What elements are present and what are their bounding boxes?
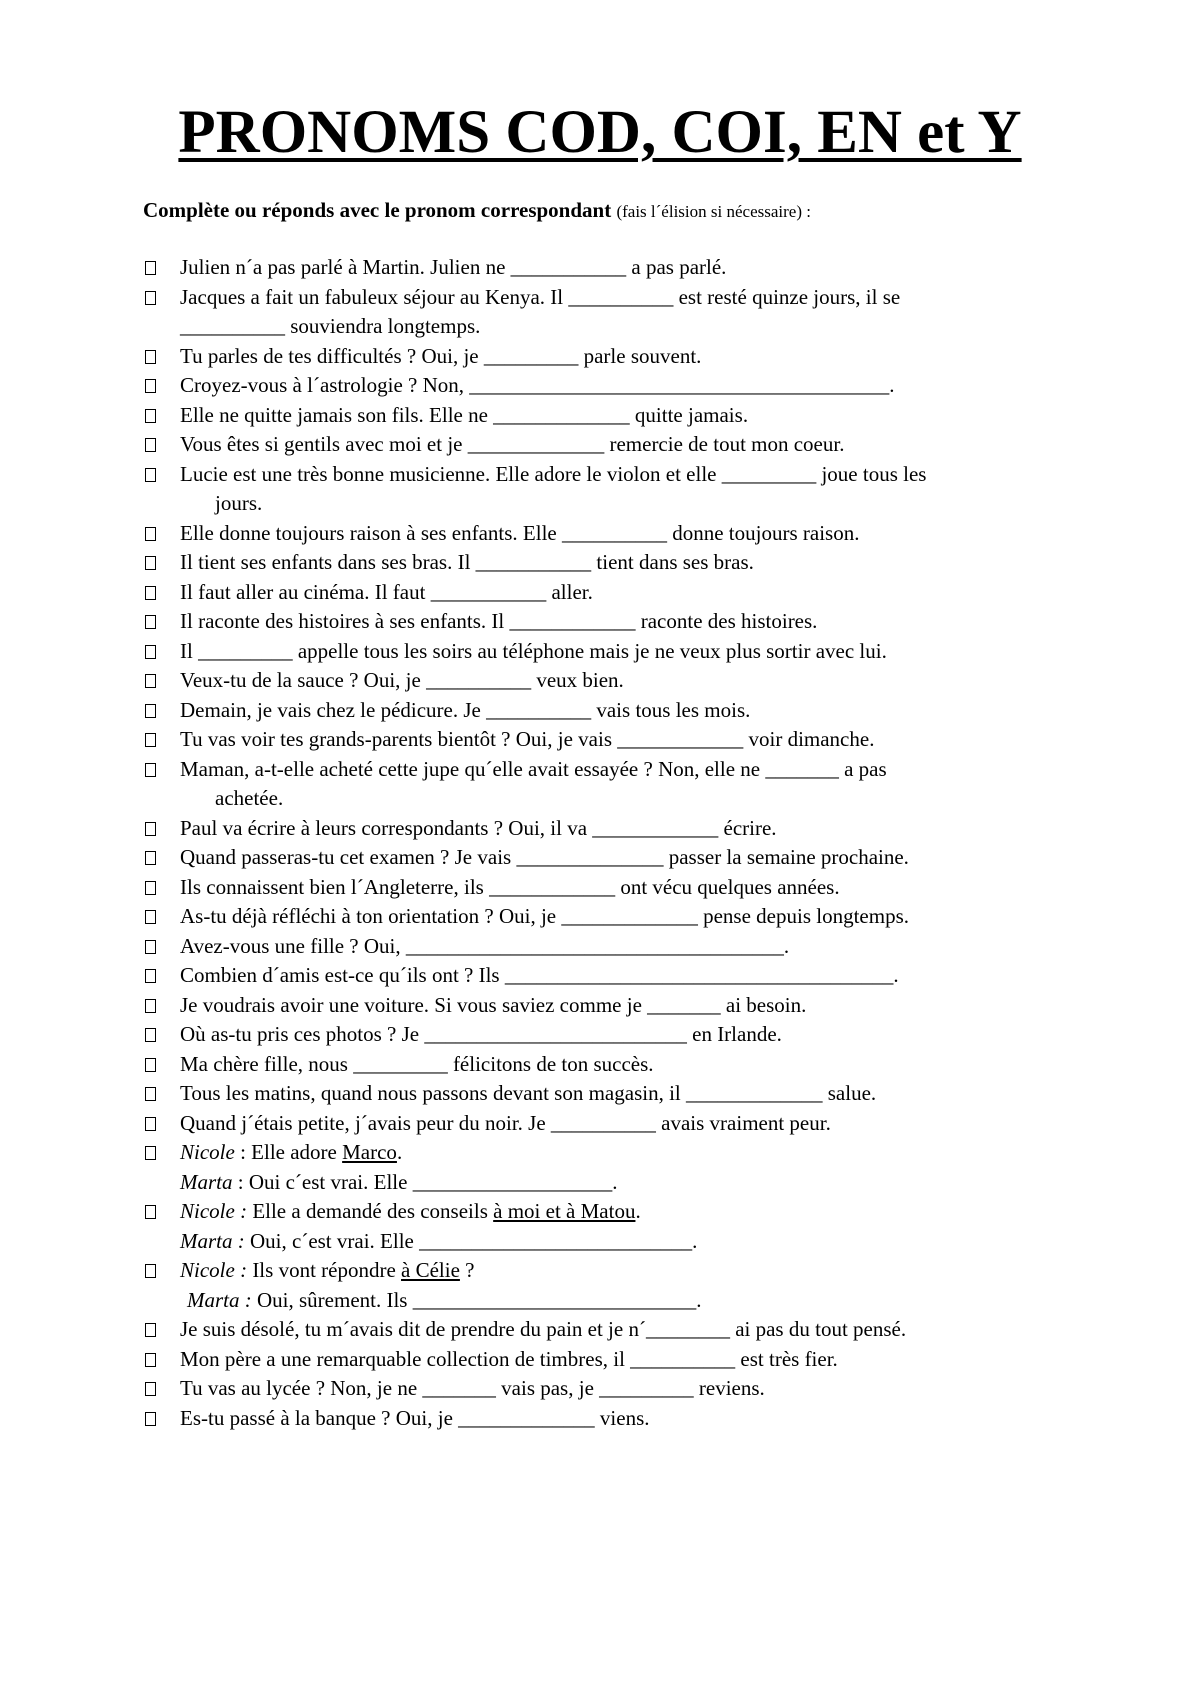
exercise-item-8 [145,519,1075,549]
exercise-text: Je suis désolé, tu m´avais dit de prendre du pain et je n´________ ai pas du tout pensé. [180,1317,907,1341]
checkbox-bullet-icon [145,468,156,482]
exercise-text: As-tu déjà réfléchi à ton orientation ? Oui, je _____________ pense depuis longtemps. [180,904,910,928]
exercise-text: Quand passeras-tu cet examen ? Je vais ______________ passer la semaine prochaine. [180,845,909,869]
exercise-text: Mon père a une remarquable collection de timbres, il __________ est très fier. [180,1346,838,1371]
exercise-text-continued: jours. [215,491,263,515]
underlined-term: Marco [342,1140,397,1164]
exercise-text: Ils connaissent bien l´Angleterre, ils ____________ ont vécu quelques années. [180,874,840,899]
underlined-term: à Célie [401,1258,460,1282]
checkbox-bullet-icon [145,674,156,688]
checkbox-bullet-icon [145,969,156,983]
exercise-item-16 [145,755,1075,814]
checkbox-bullet-icon [145,1323,156,1337]
checkbox-bullet-icon [145,586,156,600]
exercise-text: Elle ne quitte jamais son fils. Elle ne _____________ quitte jamais. [180,402,749,427]
dialogue-text-end: . [396,1140,403,1164]
exercise-text: Paul va écrire à leurs correspondants ? Oui, il va ____________ écrire. [180,815,777,840]
dialogue-reply-text: Oui, c´est vrai. Elle __________________________. [244,1228,698,1253]
checkbox-bullet-icon [145,1264,156,1278]
speaker-nicole: Nicole : [180,1199,248,1223]
exercise-text: Es-tu passé à la banque ? Oui, je _____________ viens. [180,1405,650,1430]
instruction-note: (fais l´élision si nécessaire) : [616,202,811,221]
dialogue-text-end: . [635,1199,641,1223]
exercise-item-1 [145,253,1075,283]
exercise-item-7 [145,460,1075,519]
speaker-nicole: Nicole : [180,1258,248,1282]
exercise-text: Demain, je vais chez le pédicure. Je __________ vais tous les mois. [180,697,751,722]
exercise-item-34 [145,1404,1075,1434]
dialogue-text: Elle a demandé des conseils [247,1199,494,1223]
speaker-marta: Marta : [180,1228,245,1253]
checkbox-bullet-icon [145,556,156,570]
dialogue-text: Ils vont répondre [247,1258,402,1282]
exercise-item-17 [145,814,1075,844]
exercise-list [145,253,1075,1433]
checkbox-bullet-icon [145,763,156,777]
dialogue-item-1 [145,1138,1075,1197]
exercise-text: Quand j´étais petite, j´avais peur du noir. Je __________ avais vraiment peur. [180,1110,831,1135]
exercise-text: Combien d´amis est-ce qu´ils ont ? Ils _____________________________________. [180,963,899,987]
exercise-item-14 [145,696,1075,726]
checkbox-bullet-icon [145,1058,156,1072]
exercise-item-11 [145,607,1075,637]
checkbox-bullet-icon [145,615,156,629]
checkbox-bullet-icon [145,733,156,747]
page-title: PRONOMS COD, COI, EN et Y [178,99,1022,166]
exercise-item-26 [145,1079,1075,1109]
checkbox-bullet-icon [145,261,156,275]
exercise-item-23 [145,991,1075,1021]
checkbox-bullet-icon [145,1146,156,1160]
checkbox-bullet-icon [145,851,156,865]
exercise-text: Vous êtes si gentils avec moi et je _____________ remercie de tout mon coeur. [180,432,845,456]
exercise-text: Elle donne toujours raison à ses enfants. Elle __________ donne toujours raison. [180,520,860,545]
exercise-item-9 [145,548,1075,578]
exercise-item-18 [145,843,1075,873]
dialogue-item-3 [145,1256,1075,1315]
exercise-item-15 [145,725,1075,755]
checkbox-bullet-icon [145,1117,156,1131]
exercise-item-6 [145,430,1075,460]
checkbox-bullet-icon [145,1382,156,1396]
exercise-text: Je voudrais avoir une voiture. Si vous saviez comme je _______ ai besoin. [180,992,807,1017]
checkbox-bullet-icon [145,438,156,452]
dialogue-reply-text: Oui, sûrement. Ils ___________________________. [251,1287,702,1312]
exercise-text: Il _________ appelle tous les soirs au téléphone mais je ne veux plus sortir avec lui. [180,638,887,663]
speaker-nicole: Nicole [180,1140,235,1164]
underlined-term: à moi et à Matou [493,1199,636,1223]
instruction [143,198,1143,223]
checkbox-bullet-icon [145,409,156,423]
exercise-text: Il raconte des histoires à ses enfants. Il ____________ raconte des histoires. [180,609,818,633]
exercise-item-2 [145,283,1075,342]
checkbox-bullet-icon [145,940,156,954]
exercise-text-continued: achetée. [215,786,284,810]
checkbox-bullet-icon [145,704,156,718]
exercise-text: Il tient ses enfants dans ses bras. Il ___________ tient dans ses bras. [180,550,754,574]
exercise-item-19 [145,873,1075,903]
exercise-item-4 [145,371,1075,401]
exercise-item-24 [145,1020,1075,1050]
exercise-text: Tu vas voir tes grands-parents bientôt ? Oui, je vais ____________ voir dimanche. [180,727,875,751]
checkbox-bullet-icon [145,1205,156,1219]
dialogue-item-2 [145,1197,1075,1256]
exercise-item-22 [145,961,1075,991]
exercise-text: Croyez-vous à l´astrologie ? Non, ________________________________________. [180,373,895,397]
exercise-text: Maman, a-t-elle acheté cette jupe qu´elle avait essayée ? Non, elle ne _______ a pas [180,756,887,781]
exercise-text: Avez-vous une fille ? Oui, ____________________________________. [180,933,790,958]
exercise-text: Julien n´a pas parlé à Martin. Julien ne ___________ a pas parlé. [180,255,727,279]
exercise-item-27 [145,1109,1075,1139]
checkbox-bullet-icon [145,1028,156,1042]
checkbox-bullet-icon [145,527,156,541]
dialogue-reply [180,1168,1075,1198]
exercise-text-continued: __________ souviendra longtemps. [180,314,481,338]
exercise-text: Tu parles de tes difficultés ? Oui, je _________ parle souvent. [180,343,702,368]
exercise-text: Tous les matins, quand nous passons devant son magasin, il _____________ salue. [180,1081,877,1105]
dialogue-reply [180,1286,1075,1316]
dialogue-text-end: ? [459,1258,475,1282]
exercise-item-31 [145,1315,1075,1345]
exercise-item-10 [145,578,1075,608]
dialogue-reply [180,1227,1075,1257]
checkbox-bullet-icon [145,1412,156,1426]
checkbox-bullet-icon [145,881,156,895]
exercise-text: Veux-tu de la sauce ? Oui, je __________ veux bien. [180,668,624,692]
exercise-item-25 [145,1050,1075,1080]
instruction-main: Complète ou réponds avec le pronom correspondant [143,198,612,222]
exercise-item-20 [145,902,1075,932]
exercise-item-13 [145,666,1075,696]
exercise-text: Tu vas au lycée ? Non, je ne _______ vais pas, je _________ reviens. [180,1376,765,1400]
exercise-text: Ma chère fille, nous _________ félicitons de ton succès. [180,1051,654,1076]
checkbox-bullet-icon [145,1087,156,1101]
speaker-marta: Marta : [187,1287,252,1312]
checkbox-bullet-icon [145,379,156,393]
checkbox-bullet-icon [145,350,156,364]
checkbox-bullet-icon [145,1353,156,1367]
exercise-item-3 [145,342,1075,372]
exercise-text: Il faut aller au cinéma. Il faut ___________ aller. [180,579,593,604]
dialogue-reply-text: : Oui c´est vrai. Elle ___________________. [232,1169,618,1194]
exercise-item-5 [145,401,1075,431]
exercise-item-33 [145,1374,1075,1404]
speaker-marta: Marta [180,1169,233,1194]
checkbox-bullet-icon [145,291,156,305]
exercise-text: Jacques a fait un fabuleux séjour au Kenya. Il __________ est resté quinze jours, il se [180,284,901,309]
checkbox-bullet-icon [145,822,156,836]
exercise-item-21 [145,932,1075,962]
dialogue-text: : Elle adore [234,1140,343,1164]
exercise-text: Où as-tu pris ces photos ? Je _________________________ en Irlande. [180,1022,782,1046]
checkbox-bullet-icon [145,999,156,1013]
exercise-item-32 [145,1345,1075,1375]
exercise-text: Lucie est une très bonne musicienne. Elle adore le violon et elle _________ joue tous les [180,461,927,486]
checkbox-bullet-icon [145,645,156,659]
exercise-item-12 [145,637,1075,667]
checkbox-bullet-icon [145,910,156,924]
